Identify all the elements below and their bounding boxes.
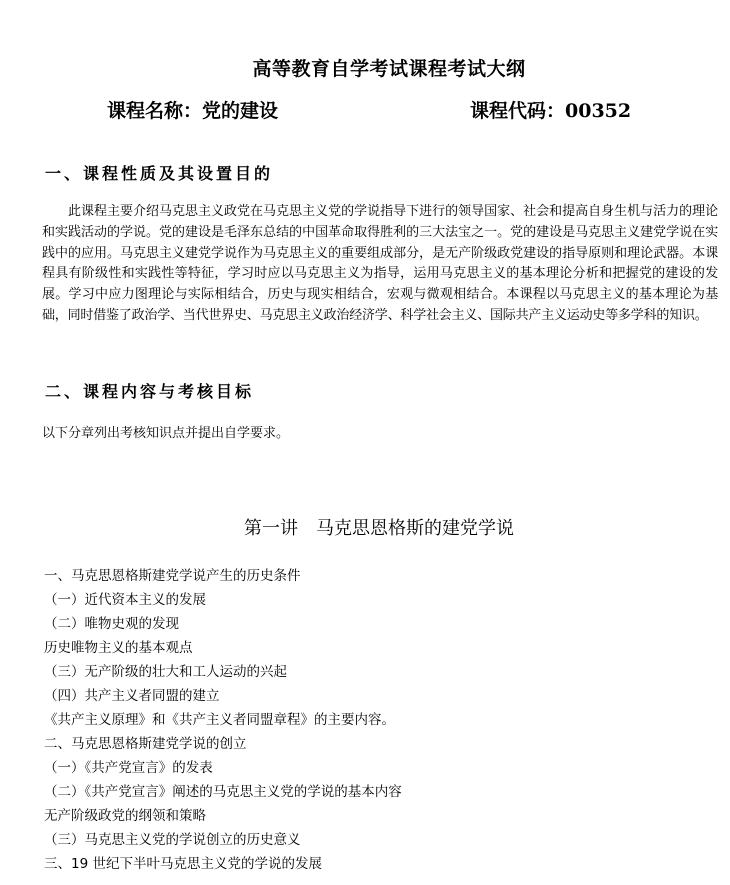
- outline-item: （四）共产主义者同盟的建立: [44, 688, 220, 704]
- outline-item: （一）《共产党宣言》的发表: [44, 760, 213, 776]
- section-heading-content-objectives: 二、课程内容与考核目标: [45, 382, 255, 401]
- outline-item: 二、马克思恩格斯建党学说的创立: [44, 736, 247, 752]
- lecture-outline: [44, 564, 402, 876]
- outline-item: 一、马克思恩格斯建党学说产生的历史条件: [44, 568, 301, 584]
- outline-item: （三）马克思主义党的学说创立的历史意义: [44, 832, 301, 848]
- course-code: 课程代码：00352: [470, 100, 632, 122]
- outline-item: （三）无产阶级的壮大和工人运动的兴起: [44, 664, 287, 680]
- course-name: 课程名称：党的建设: [107, 100, 279, 122]
- section-heading-nature-purpose: 一、课程性质及其设置目的: [45, 164, 274, 183]
- section-intro-text: 以下分章列出考核知识点并提出自学要求。: [42, 426, 290, 441]
- lecture-title: 第一讲 马克思恩格斯的建党学说: [244, 518, 514, 539]
- outline-item: （一）近代资本主义的发展: [44, 592, 206, 608]
- document-title: 高等教育自学考试课程考试大纲: [252, 58, 526, 80]
- outline-item: 无产阶级政党的纲领和策略: [44, 808, 206, 824]
- outline-item: 《共产主义原理》和《共产主义者同盟章程》的主要内容。: [44, 712, 395, 728]
- outline-item: （二）《共产党宣言》阐述的马克思主义党的学说的基本内容: [44, 784, 402, 800]
- outline-item: （二）唯物史观的发现: [44, 616, 179, 632]
- outline-item: 历史唯物主义的基本观点: [44, 640, 193, 656]
- outline-item: 三、19 世纪下半叶马克思主义党的学说的发展: [44, 856, 322, 872]
- course-description-paragraph: 此课程主要介绍马克思主义政党在马克思主义党的学说指导下进行的领导国家、社会和提高自身生机与活力的理论和实践活动的学说。党的建设是毛泽东总结的中国革命取得胜利的三大法宝之一。党的建设是马克思主义建党学说在实践中的应用。马克思主义建党学说作为马克思主义的重要组成部分，是无产阶级政党建设的指导原则和理论武器。本课程具有阶级性和实践性等特征，学习时应以马克思主义为指导，运用马克思主义的基本理论分析和把握党的建设的发展。学习中应力图理论与实际相结合，历史与现实相结合，宏观与微观相结合。本课程以马克思主义的基本理论为基础，同时借鉴了政治学、当代世界史、马克思主义政治经济学、科学社会主义、国际共产主义运动史等多学科的知识。: [42, 204, 718, 323]
